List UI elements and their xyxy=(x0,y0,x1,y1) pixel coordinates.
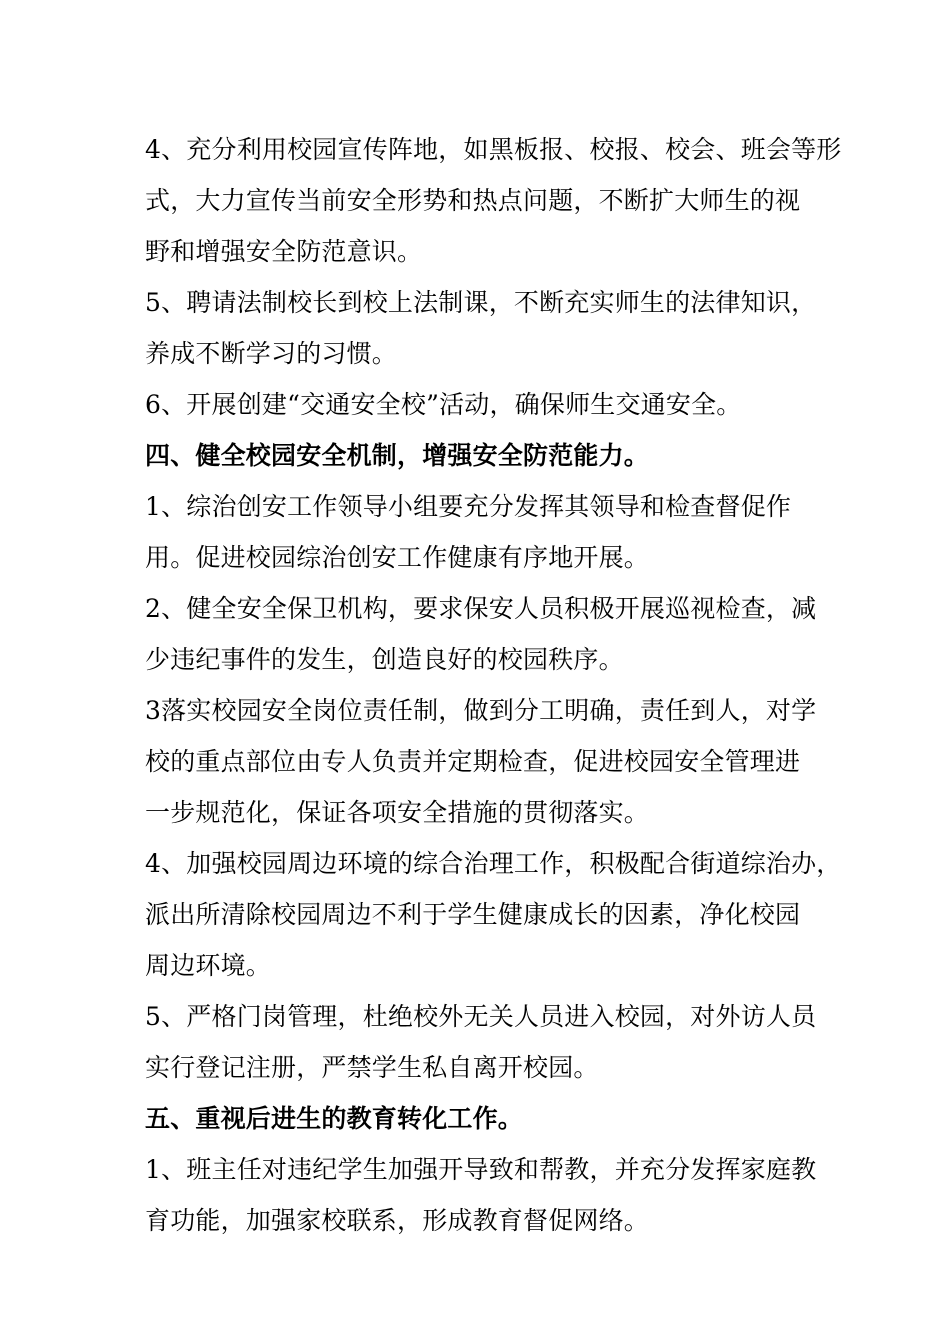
text-line: 周边环境。 xyxy=(145,951,272,980)
text-line: 5、聘请法制校长到校上法制课，不断充实师生的法律知识， xyxy=(145,288,817,317)
section-heading-5 xyxy=(145,1093,820,1144)
document-page xyxy=(145,124,842,1246)
text-line: 一步规范化，保证各项安全措施的贯彻落实。 xyxy=(145,798,650,827)
text-line: 养成不断学习的习惯。 xyxy=(145,339,398,368)
text-line: 5、严格门岗管理，杜绝校外无关人员进入校园，对外访人员 xyxy=(145,1002,817,1031)
heading-text: 五、重视后进生的教育转化工作。 xyxy=(145,1104,524,1133)
text-line: 实行登记注册，严禁学生私自离开校园。 xyxy=(145,1053,599,1082)
text-line: 育功能，加强家校联系，形成教育督促网络。 xyxy=(145,1206,650,1235)
text-line: 2、健全安全保卫机构，要求保安人员积极开展巡视检查，减 xyxy=(145,594,817,623)
text-line: 1、综治创安工作领导小组要充分发挥其领导和检查督促作 xyxy=(145,492,792,521)
paragraph-item-5-gate-management xyxy=(145,991,820,1093)
paragraph-item-3-responsibility xyxy=(145,685,820,838)
text-line: 校的重点部位由专人负责并定期检查，促进校园安全管理进 xyxy=(145,747,801,776)
text-line: 6、开展创建“交通安全校”活动，确保师生交通安全。 xyxy=(145,390,742,419)
text-line: 派出所清除校园周边不利于学生健康成长的因素，净化校园 xyxy=(145,900,801,929)
text-line: 式，大力宣传当前安全形势和热点问题，不断扩大师生的视 xyxy=(145,186,801,215)
section-heading-4 xyxy=(145,430,820,481)
paragraph-item-1-leadership-group xyxy=(145,481,820,583)
paragraph-item-2-security-staff xyxy=(145,583,820,685)
text-line: 3落实校园安全岗位责任制，做到分工明确，责任到人，对学 xyxy=(145,696,817,725)
text-line: 少违纪事件的发生，创造良好的校园秩序。 xyxy=(145,645,624,674)
paragraph-item-4-surroundings xyxy=(145,838,842,991)
paragraph-item-4-publicity xyxy=(145,124,842,277)
paragraph-item-5-legal-education xyxy=(145,277,820,379)
paragraph-item-1-class-teacher xyxy=(145,1144,820,1246)
text-line: 野和增强安全防范意识。 xyxy=(145,237,423,266)
text-line: 1、班主任对违纪学生加强开导致和帮教，并充分发挥家庭教 xyxy=(145,1155,817,1184)
text-line: 4、充分利用校园宣传阵地，如黑板报、校报、校会、班会等形 xyxy=(145,135,842,164)
heading-text: 四、健全校园安全机制，增强安全防范能力。 xyxy=(145,441,650,470)
text-line: 用。促进校园综治创安工作健康有序地开展。 xyxy=(145,543,650,572)
paragraph-item-6-traffic-safety xyxy=(145,379,820,430)
text-line: 4、加强校园周边环境的综合治理工作，积极配合街道综治办， xyxy=(145,849,842,878)
